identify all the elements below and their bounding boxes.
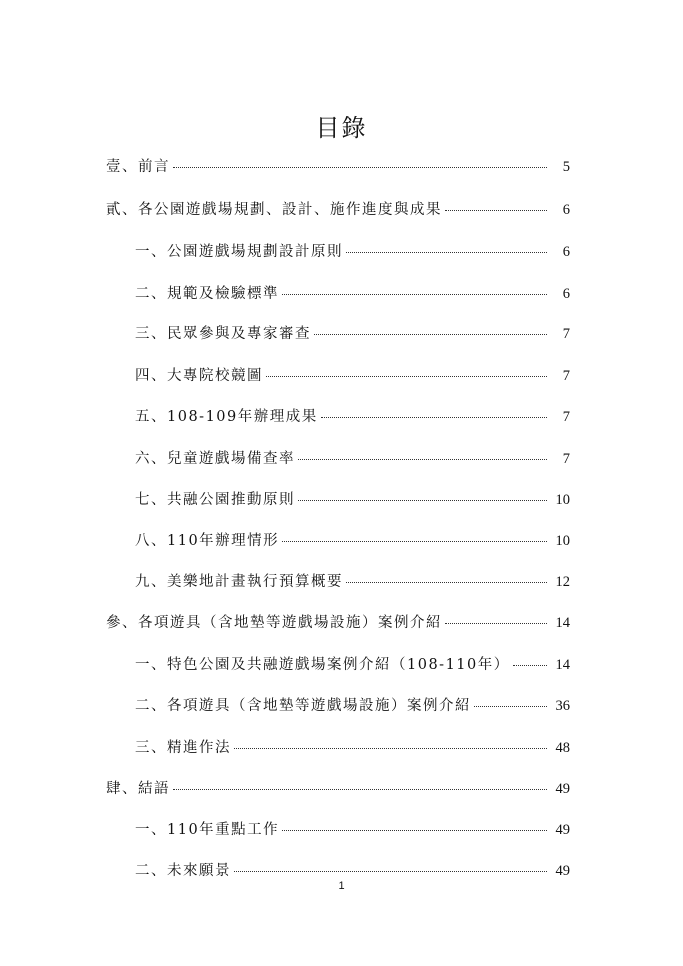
toc-entry[interactable] (0, 447, 683, 469)
toc-entry-page: 7 (562, 451, 570, 467)
dot-leader (298, 459, 547, 460)
toc-entry-page: 6 (562, 286, 570, 302)
toc-entry-page: 6 (562, 244, 570, 260)
dot-leader (346, 252, 547, 253)
toc-entry[interactable] (0, 653, 683, 675)
toc-entry[interactable] (0, 818, 683, 840)
dot-leader (346, 582, 547, 583)
toc-entry-label: 一、特色公園及共融遊戲場案例介紹（108-110年） (135, 657, 510, 673)
toc-entry-label: 一、公園遊戲場規劃設計原則 (135, 244, 343, 260)
toc-entry[interactable] (0, 529, 683, 551)
toc-entry[interactable] (0, 240, 683, 262)
toc-entry-page: 10 (555, 533, 570, 549)
toc-entry-label: 一、110年重點工作 (135, 822, 280, 838)
toc-entry[interactable] (0, 282, 683, 304)
dot-leader (282, 541, 547, 542)
dot-leader (314, 334, 547, 335)
toc-entry-page: 14 (555, 615, 570, 631)
toc-entry-page: 12 (555, 574, 570, 590)
page-title: 目錄 (315, 114, 368, 142)
toc-entry-page: 49 (555, 863, 570, 879)
dot-leader (321, 417, 547, 418)
toc-entry[interactable] (0, 694, 683, 716)
toc-entry[interactable] (0, 736, 683, 758)
toc-entry-label: 壹、前言 (106, 159, 170, 175)
dot-leader (234, 871, 547, 872)
toc-entry-label: 肆、結語 (106, 781, 170, 797)
dot-leader (173, 789, 547, 790)
dot-leader (298, 500, 547, 501)
dot-leader (266, 376, 547, 377)
toc-entry-label: 五、108-109年辦理成果 (135, 409, 318, 425)
dot-leader (234, 748, 547, 749)
toc-entry-page: 6 (562, 202, 570, 218)
toc-entry-page: 49 (555, 781, 570, 797)
toc-entry[interactable] (0, 155, 683, 177)
toc-entry-label: 四、大專院校競圖 (135, 368, 263, 384)
dot-leader (474, 706, 547, 707)
toc-entry-label: 二、未來願景 (135, 863, 231, 879)
toc-entry[interactable] (0, 777, 683, 799)
dot-leader (282, 830, 547, 831)
toc-entry-page: 49 (555, 822, 570, 838)
toc-entry-page: 48 (555, 740, 570, 756)
toc-entry-page: 7 (562, 368, 570, 384)
page-number: 1 (338, 880, 345, 892)
toc-entry[interactable] (0, 570, 683, 592)
toc-entry[interactable] (0, 611, 683, 633)
toc-entry-page: 7 (562, 326, 570, 342)
toc-entry[interactable] (0, 364, 683, 386)
toc-entry-page: 36 (555, 698, 570, 714)
dot-leader (445, 210, 547, 211)
toc-entry-page: 5 (562, 159, 570, 175)
toc-entry-label: 貳、各公園遊戲場規劃、設計、施作進度與成果 (106, 202, 442, 218)
toc-entry-page: 14 (555, 657, 570, 673)
toc-entry-label: 三、民眾參與及專家審查 (135, 326, 311, 342)
toc-entry[interactable] (0, 859, 683, 881)
dot-leader (445, 623, 547, 624)
toc-entry-page: 7 (562, 409, 570, 425)
toc-entry-label: 二、規範及檢驗標準 (135, 286, 279, 302)
toc-entry-label: 二、各項遊具（含地墊等遊戲場設施）案例介紹 (135, 698, 471, 714)
toc-entry[interactable] (0, 405, 683, 427)
toc-entry[interactable] (0, 198, 683, 220)
dot-leader (282, 294, 547, 295)
dot-leader (173, 167, 547, 168)
toc-entry-label: 七、共融公園推動原則 (135, 492, 295, 508)
toc-entry-label: 九、美樂地計畫執行預算概要 (135, 574, 343, 590)
toc-entry-label: 八、110年辦理情形 (135, 533, 280, 549)
toc-entry-label: 參、各項遊具（含地墊等遊戲場設施）案例介紹 (106, 615, 442, 631)
toc-entry-label: 六、兒童遊戲場備查率 (135, 451, 295, 467)
dot-leader (513, 665, 547, 666)
toc-entry-label: 三、精進作法 (135, 740, 231, 756)
toc-entry[interactable] (0, 322, 683, 344)
toc-entry[interactable] (0, 488, 683, 510)
toc-entry-page: 10 (555, 492, 570, 508)
